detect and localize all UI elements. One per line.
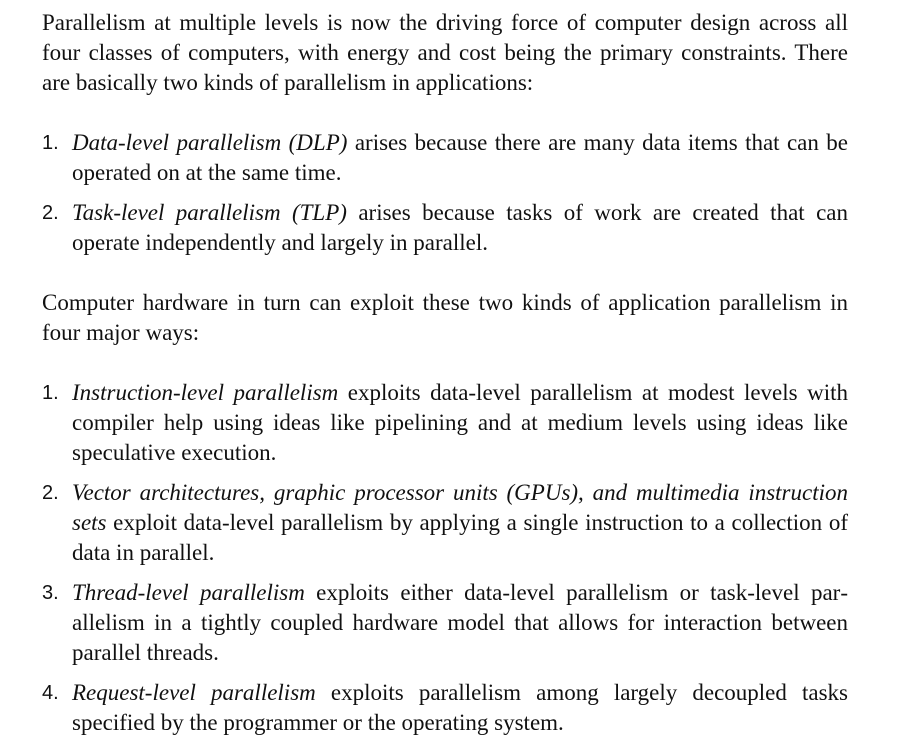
item-spacer: [42, 188, 848, 198]
list-number: 1.: [42, 132, 59, 154]
document-page: [42, 8, 848, 738]
paragraph-spacer: [42, 258, 848, 288]
intro-paragraph: Parallelism at multiple levels is now the driving force of computer design across all four classes of computers, with energy and cost being the primary constraints. There are basically two kinds of parallelism in applications:: [42, 10, 848, 95]
term-ilp: Instruction-level parallelism: [72, 380, 339, 405]
term-request-level: Request-level parallelism: [72, 680, 316, 705]
hardware-parallelism-list: [42, 378, 848, 738]
term-tlp: Task-level parallelism (TLP): [72, 200, 347, 225]
list-number: 3.: [42, 582, 59, 604]
list-number: 2.: [42, 482, 59, 504]
term-thread-level: Thread-level parallelism: [72, 580, 305, 605]
term-dlp: Data-level parallelism (DLP): [72, 130, 348, 155]
list-number: 1.: [42, 382, 59, 404]
list-item-vector-gpu: [42, 478, 848, 568]
list-item-text: exploits data-level parallelism at modest levels with compiler help using ideas like pipelining and at medium levels using ideas like speculative execution.: [72, 380, 848, 465]
list-item-dlp: [42, 128, 848, 188]
list-item-text: exploit data-level parallelism by applying a single instruction to a collection of data in parallel.: [72, 510, 848, 565]
list-item-tlp: [42, 198, 848, 258]
paragraph-spacer: [42, 98, 848, 128]
list-item-tlp-hw: [42, 578, 848, 668]
list-item-rlp: [42, 678, 848, 738]
application-parallelism-list: [42, 128, 848, 258]
list-item-text: exploits either data-level parallelism or task-level parallelism in a tightly coupled hardware model that allows for interaction between parallel threads.: [72, 580, 848, 665]
list-item-text: arises because there are many data items that can be operated on at the same time.: [72, 130, 848, 185]
list-item-ilp: [42, 378, 848, 468]
item-spacer: [42, 568, 848, 578]
term-vector-gpu-simd: Vector architectures, graphic processor units (GPUs), and multimedia instruction sets: [72, 480, 848, 535]
paragraph-spacer: [42, 348, 848, 378]
hardware-paragraph: Computer hardware in turn can exploit these two kinds of application parallelism in four major ways:: [42, 290, 848, 345]
list-item-text: exploits parallelism among largely decoupled tasks specified by the programmer or the operating system.: [72, 680, 848, 735]
list-number: 2.: [42, 202, 59, 224]
list-number: 4.: [42, 682, 59, 704]
item-spacer: [42, 468, 848, 478]
item-spacer: [42, 668, 848, 678]
list-item-text: arises because tasks of work are created that can operate independently and largely in parallel.: [72, 200, 848, 255]
